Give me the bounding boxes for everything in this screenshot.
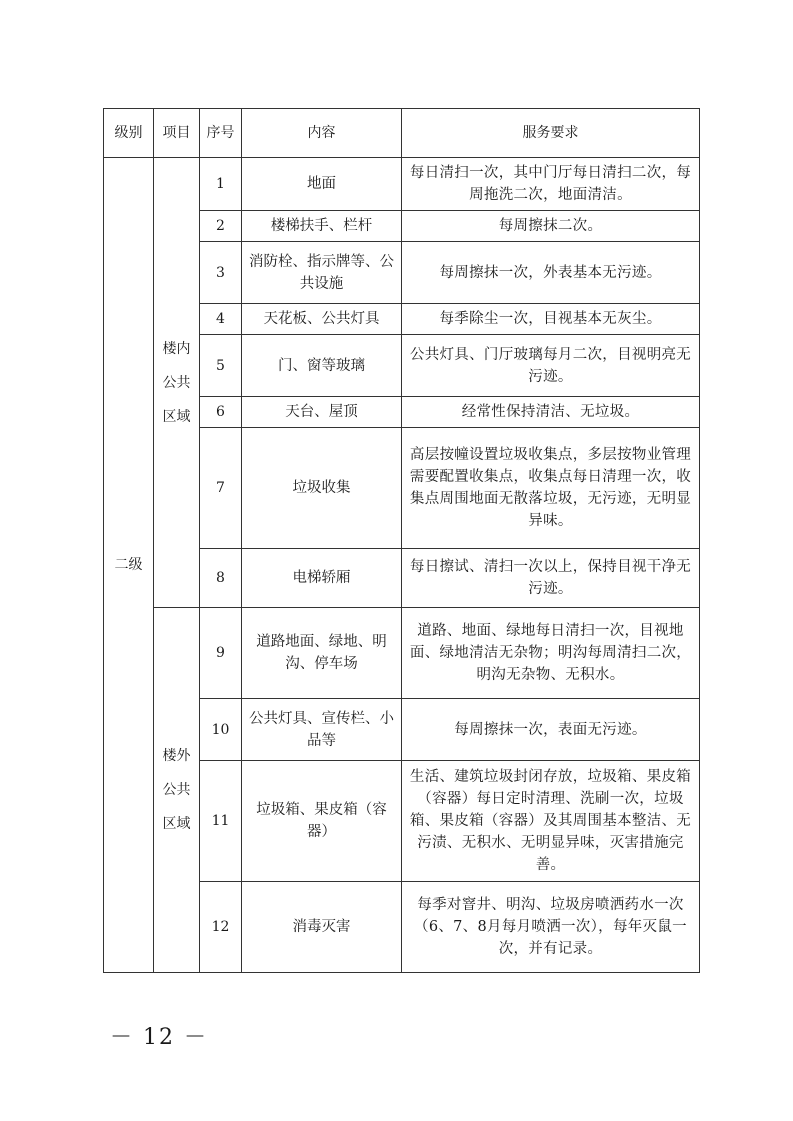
- requirement-cell: 公共灯具、门厅玻璃每月二次，目视明亮无污迹。: [402, 335, 700, 397]
- content-cell: 天台、屋顶: [242, 397, 402, 428]
- seq-cell: 10: [200, 699, 242, 761]
- content-cell: 垃圾收集: [242, 428, 402, 549]
- requirement-cell: 经常性保持清洁、无垃圾。: [402, 397, 700, 428]
- requirement-cell: 每日清扫一次，其中门厅每日清扫二次，每周拖洗二次，地面清洁。: [402, 158, 700, 211]
- area-inside-line: 楼内: [162, 340, 191, 357]
- content-cell: 垃圾箱、果皮箱（容器）: [242, 761, 402, 882]
- requirement-cell: 每日擦试、清扫一次以上，保持目视干净无污迹。: [402, 549, 700, 608]
- header-seq: 序号: [200, 109, 242, 158]
- content-cell: 楼梯扶手、栏杆: [242, 211, 402, 242]
- header-project: 项目: [154, 109, 200, 158]
- area-inside-cell: [154, 158, 200, 608]
- table-row: [104, 158, 700, 211]
- requirement-cell: 生活、建筑垃圾封闭存放，垃圾箱、果皮箱（容器）每日定时清理、洗刷一次，垃圾箱、果皮箱（容器）及其周围基本整洁、无污渍、无积水、无明显异味，灭害措施完善。: [402, 761, 700, 882]
- requirement-cell: 每季除尘一次，目视基本无灰尘。: [402, 304, 700, 335]
- area-outside-line: 楼外: [162, 748, 191, 764]
- content-cell: 公共灯具、宣传栏、小品等: [242, 699, 402, 761]
- seq-cell: 7: [200, 428, 242, 549]
- area-outside-line: 公共: [162, 782, 191, 798]
- header-requirement: 服务要求: [402, 109, 700, 158]
- requirement-cell: 每周擦抹一次，外表基本无污迹。: [402, 242, 700, 304]
- seq-cell: 5: [200, 335, 242, 397]
- table-header-row: [104, 109, 700, 158]
- content-cell: 电梯轿厢: [242, 549, 402, 608]
- requirement-cell: 每季对窨井、明沟、垃圾房喷洒药水一次（6、7、8月每月喷洒一次），每年灭鼠一次，并有记录。: [402, 882, 700, 973]
- header-level: 级别: [104, 109, 154, 158]
- seq-cell: 1: [200, 158, 242, 211]
- area-outside-cell: [154, 608, 200, 973]
- seq-cell: 2: [200, 211, 242, 242]
- content-cell: 道路地面、绿地、明沟、停车场: [242, 608, 402, 699]
- page-number: － 12 －: [110, 1025, 208, 1050]
- content-cell: 地面: [242, 158, 402, 211]
- content-cell: 消毒灭害: [242, 882, 402, 973]
- area-inside-line: 区域: [162, 408, 191, 425]
- seq-cell: 3: [200, 242, 242, 304]
- seq-cell: 11: [200, 761, 242, 882]
- area-inside-line: 公共: [162, 374, 191, 391]
- level-cell: 二级: [104, 158, 154, 973]
- content-cell: 门、窗等玻璃: [242, 335, 402, 397]
- seq-cell: 4: [200, 304, 242, 335]
- area-outside-line: 区域: [162, 816, 191, 832]
- requirement-cell: 每周擦抹一次，表面无污迹。: [402, 699, 700, 761]
- seq-cell: 9: [200, 608, 242, 699]
- requirement-cell: 每周擦抹二次。: [402, 211, 700, 242]
- content-cell: 消防栓、指示牌等、公共设施: [242, 242, 402, 304]
- content-cell: 天花板、公共灯具: [242, 304, 402, 335]
- seq-cell: 6: [200, 397, 242, 428]
- seq-cell: 8: [200, 549, 242, 608]
- requirement-cell: 道路、地面、绿地每日清扫一次，目视地面、绿地清洁无杂物；明沟每周清扫二次，明沟无杂物、无积水。: [402, 608, 700, 699]
- table-row: [104, 608, 700, 699]
- requirement-cell: 高层按幢设置垃圾收集点，多层按物业管理需要配置收集点，收集点每日清理一次，收集点周围地面无散落垃圾，无污迹，无明显异味。: [402, 428, 700, 549]
- seq-cell: 12: [200, 882, 242, 973]
- header-content: 内容: [242, 109, 402, 158]
- service-standard-table: [103, 108, 700, 973]
